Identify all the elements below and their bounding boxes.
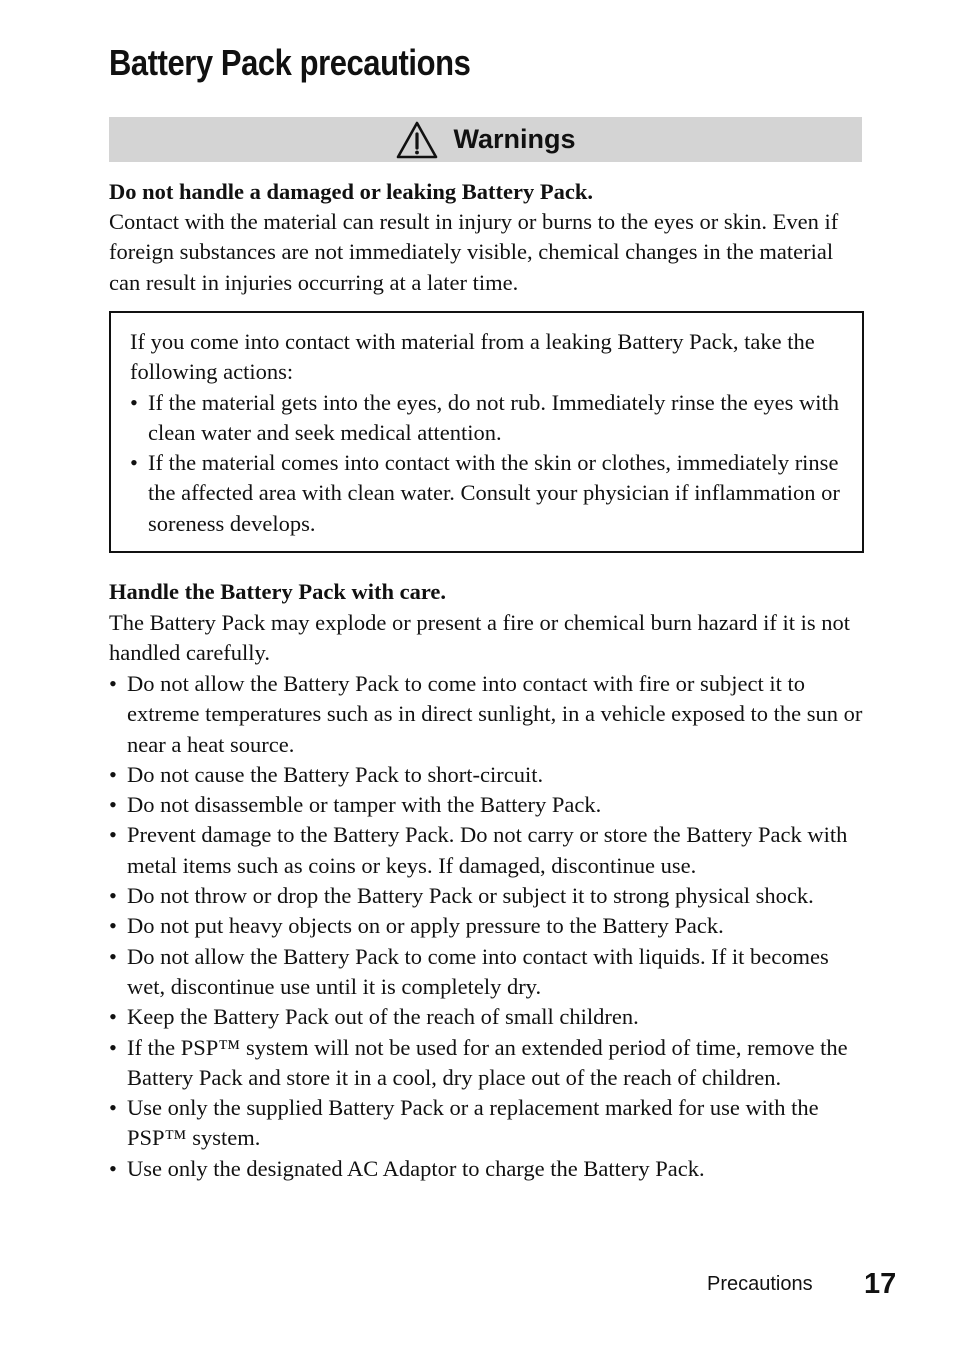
list-item: • Do not put heavy objects on or apply pressure to the Battery Pack. xyxy=(109,911,869,941)
section-body-damaged: Contact with the material can result in injury or burns to the eyes or skin. Even if foreign substances are not immediately visible, chemical changes in the material can result in injuries occurring at a later time. xyxy=(109,209,839,295)
care-list xyxy=(109,669,869,1184)
list-item: • Do not allow the Battery Pack to come into contact with fire or subject it to extreme temperatures such as in direct sunlight, in a vehicle exposed to the sun or near a heat source. xyxy=(109,669,869,760)
list-item: • If the material gets into the eyes, do not rub. Immediately rinse the eyes with clean water and seek medical attention. xyxy=(130,388,850,449)
list-item: • Keep the Battery Pack out of the reach of small children. xyxy=(109,1002,869,1032)
list-item: • Do not disassemble or tamper with the Battery Pack. xyxy=(109,790,869,820)
list-item: • Use only the supplied Battery Pack or a replacement marked for use with the PSP™ system. xyxy=(109,1093,869,1154)
box-list xyxy=(130,388,850,539)
list-item: • Do not throw or drop the Battery Pack or subject it to strong physical shock. xyxy=(109,881,869,911)
page-number: 17 xyxy=(864,1268,897,1300)
list-item: • Prevent damage to the Battery Pack. Do not carry or store the Battery Pack with metal items such as coins or keys. If damaged, discontinue use. xyxy=(109,820,869,881)
footer-section-label: Precautions xyxy=(707,1273,813,1295)
page-title: Battery Pack precautions xyxy=(109,42,471,83)
list-item: • Do not allow the Battery Pack to come into contact with liquids. If it becomes wet, discontinue use until it is completely dry. xyxy=(109,942,869,1003)
section-heading-care: Handle the Battery Pack with care. xyxy=(109,579,447,604)
leak-actions-box xyxy=(109,311,864,553)
list-item: • If the PSP™ system will not be used for an extended period of time, remove the Battery Pack and store it in a cool, dry place out of the reach of children. xyxy=(109,1033,869,1094)
section-body-care: The Battery Pack may explode or present a fire or chemical burn hazard if it is not handled carefully. xyxy=(109,610,850,666)
section-heading-damaged: Do not handle a damaged or leaking Battery Pack. xyxy=(109,179,593,204)
list-item: • Use only the designated AC Adaptor to charge the Battery Pack. xyxy=(109,1154,869,1184)
list-item: • If the material comes into contact with the skin or clothes, immediately rinse the affected area with clean water. Consult your physician if inflammation or soreness develops. xyxy=(130,448,850,539)
box-intro: If you come into contact with material from a leaking Battery Pack, take the following actions: xyxy=(130,329,815,385)
warnings-label: Warnings xyxy=(453,124,576,154)
list-item: • Do not cause the Battery Pack to short-circuit. xyxy=(109,760,869,790)
warning-triangle-icon xyxy=(395,120,439,160)
warnings-banner xyxy=(109,117,862,162)
